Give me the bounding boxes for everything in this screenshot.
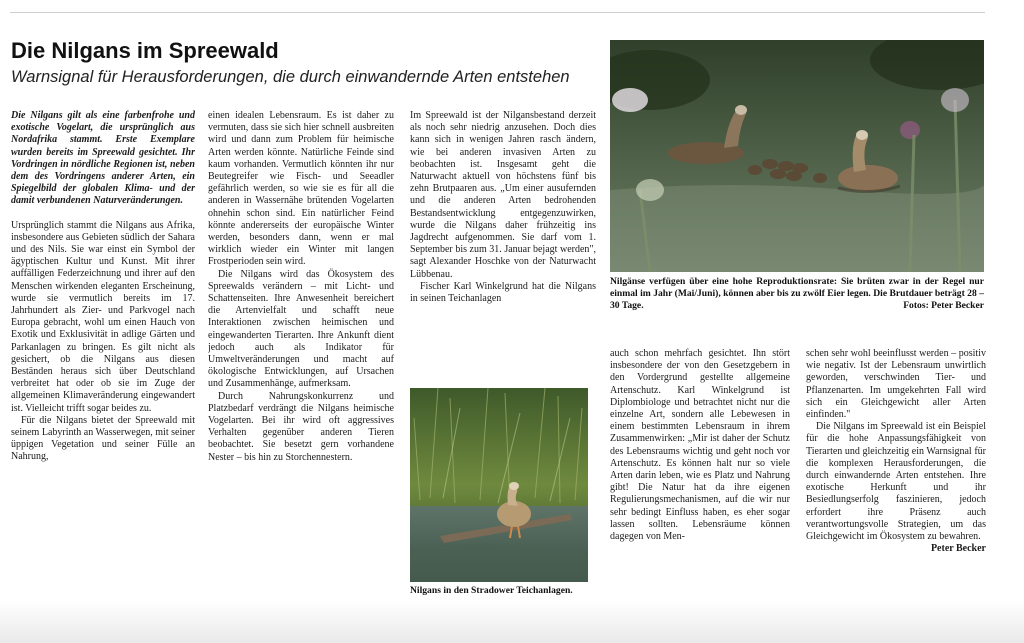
main-photo-caption bbox=[610, 276, 984, 316]
goose-on-log-image bbox=[410, 388, 588, 582]
geese-family-water-image bbox=[610, 40, 984, 272]
main-goose-photo bbox=[610, 40, 984, 272]
paragraph: Im Spreewald ist der Nilgansbestand derzeit als noch sehr niedrig anzusehen. Doch dies kann sich in wenigen Jahren rasch ändern, wie bei anderen invasiven Arten zu beobachten ist. Insgesamt geht die Naturwacht aktuell von höchstens fünf bis zehn Brutpaaren aus. „Um einer ausufernden und die anderen Arten bedrohenden Bestandsentwicklung entgegenzuwirken, wurde die Nilgans daher frühzeitig ins Jagdrecht aufgenommen. Sie darf vom 1. September bis zum 31. Januar bejagt werden", sagt Alexander Hoschke von der Naturwacht Lübbenau. bbox=[410, 110, 596, 280]
author-signature: Peter Becker bbox=[930, 543, 986, 555]
column-2 bbox=[208, 110, 394, 610]
paragraph: auch schon mehrfach gesichtet. Ihn stört insbesondere der von den Gesetzgebern in den Vordergrund gestellte allgemeine Artenschutz. Karl Winkelgrund ist Diplombiologe und betrachtet nicht nur die einzelne Art, sondern alle Lebewesen in einem bestimmten Lebensraum in ihrem Zusammenwirken: „Mir ist daher der Schutz des Lebensraums wichtig und geht noch vor Artenschutz. Es können halt nur so viele Arten darin leben, wie es Platz und Nahrung gibt! Die Natur hat da ihre eigenen Regulierungsmechanismen, auf die wir nur sehr bedingt Einfluss haben, es eher sogar lassen sollten. Lebensräume können dagegen von Men- bbox=[610, 348, 790, 543]
paragraph: Ursprünglich stammt die Nilgans aus Afrika, insbesondere aus Gebieten südlich der Sahara und des Nils. Sie war einst ein Symbol der ägyptischen Kultur und Kunst. Mit ihrer auffälligen Federzeichnung und ihrer auf den Menschen wirkenden eleganten Erscheinung, wurde sie vermutlich bereits im 17. Jahrhundert als Zier- und Parkvogel nach Europa gebracht, wohl um einen Hauch von Exotik und Exklusivität in adlige Gärten und Parkanlagen zu bringen. Es gilt nicht als gesichert, ob die Nilgans aus diesen Beständen heraus sich über Deutschland verbreitet hat oder ob sie im Zuge der allgemeinen Klimaveränderung eingewandert ist. Vielleicht trifft sogar beides zu. bbox=[11, 219, 195, 414]
paragraph: Die Nilgans wird das Ökosystem des Spreewalds verändern – mit Licht- und Schattenseiten. Ihre Anwesenheit bereichert die Artenvielfalt und schafft neue Interaktionen zwischen heimischen und eingewanderten Tierarten. Ihre Ankunft dient jedoch auch als Indikator für Umweltveränderungen und macht auf ökologische Entwicklungen, auf Ursachen und Zusammenhänge, aufmerksam. bbox=[208, 268, 394, 390]
column-4 bbox=[610, 348, 790, 610]
column-3 bbox=[410, 110, 596, 380]
column-1 bbox=[11, 110, 195, 610]
photo-credit: Fotos: Peter Becker bbox=[903, 300, 984, 311]
paragraph: Für die Nilgans bietet der Spreewald mit seinem Labyrinth an Wasserwegen, mit seiner üppigen Vegetation und seiner Fülle an Nahrung, bbox=[11, 414, 195, 463]
bottom-fade bbox=[0, 600, 1024, 643]
article-subheadline: Warnsignal für Herausforderungen, die durch einwandernde Arten entstehen bbox=[11, 68, 570, 86]
column-5 bbox=[806, 348, 986, 610]
main-caption-text: Nilgänse verfügen über eine hohe Reproduktionsrate: Sie brüten zwar in der Regel nur einmal im Jahr (Mai/Juni), können aber bis zu zwölf Eier legen. Die Brutdauer beträgt 28 – 30 Tage. bbox=[610, 276, 984, 311]
paragraph: einen idealen Lebensraum. Es ist daher zu vermuten, dass sie sich hier schnell ausbreiten wird und dann zum Problem für heimische Arten werden könnte. Natürliche Feinde sind kaum vorhanden. Vermutlich könnten ihr nur Beutegreifer wie Fisch- und Seeadler gefährlich werden, so wie sie es für all die anderen in Wassernähe brütenden Vogelarten ohnehin schon sind. Ein natürlicher Feind könnte andererseits der europäische Winter werden, besonders dann, wenn er mal wirklich wieder ein Winter mit langen Frostperioden sein wird. bbox=[208, 110, 394, 268]
paragraph: schen sehr wohl beeinflusst werden – positiv wie negativ. Ist der Lebensraum unwirtlich geworden, verschwinden Tier- und Pflanzenarten. Im umgekehrten Fall wird sich ein Gleichgewicht aller Arten einfinden." bbox=[806, 348, 986, 421]
paragraph: Die Nilgans im Spreewald ist ein Beispiel für die hohe Anpassungsfähigkeit von Tierarten und gleichzeitig ein Warnsignal für die komplexen Herausforderungen, die durch einwandernde Arten entstehen. Ihre exotische Herkunft und ihr Besiedlungserfolg faszinieren, jedoch erfordert ihre Präsenz auch verantwortungsvolle Strategien, um das Gleichgewicht im Ökosystem zu bewahren. bbox=[806, 421, 986, 543]
small-photo-caption: Nilgans in den Stradower Teichanlagen. bbox=[410, 585, 573, 596]
paragraph: Fischer Karl Winkelgrund hat die Nilgans in seinen Teichanlagen bbox=[410, 280, 596, 305]
lead-paragraph: Die Nilgans gilt als eine farbenfrohe und exotische Vogelart, die ursprünglich aus Nordafrika stammt. Erste Exemplare wurden bereits im Spreewald gesichtet. Ihr Vordringen in nördliche Regionen ist, neben dem des Vordringens anderer Arten, ein Spiegelbild der globalen Klima- und der damit verbundenen Naturveränderungen. bbox=[11, 110, 195, 207]
article-headline: Die Nilgans im Spreewald bbox=[11, 38, 279, 63]
paragraph: Durch Nahrungskonkurrenz und Platzbedarf verdrängt die Nilgans heimische Vogelarten. Bei ihr wird oft aggressives Verhalten gegenüber anderen Tieren beobachtet. Sie besetzt gern vorhandene Nester – bis hin zu Storchennestern. bbox=[208, 390, 394, 463]
top-rule bbox=[10, 12, 985, 13]
small-goose-photo bbox=[410, 388, 588, 582]
